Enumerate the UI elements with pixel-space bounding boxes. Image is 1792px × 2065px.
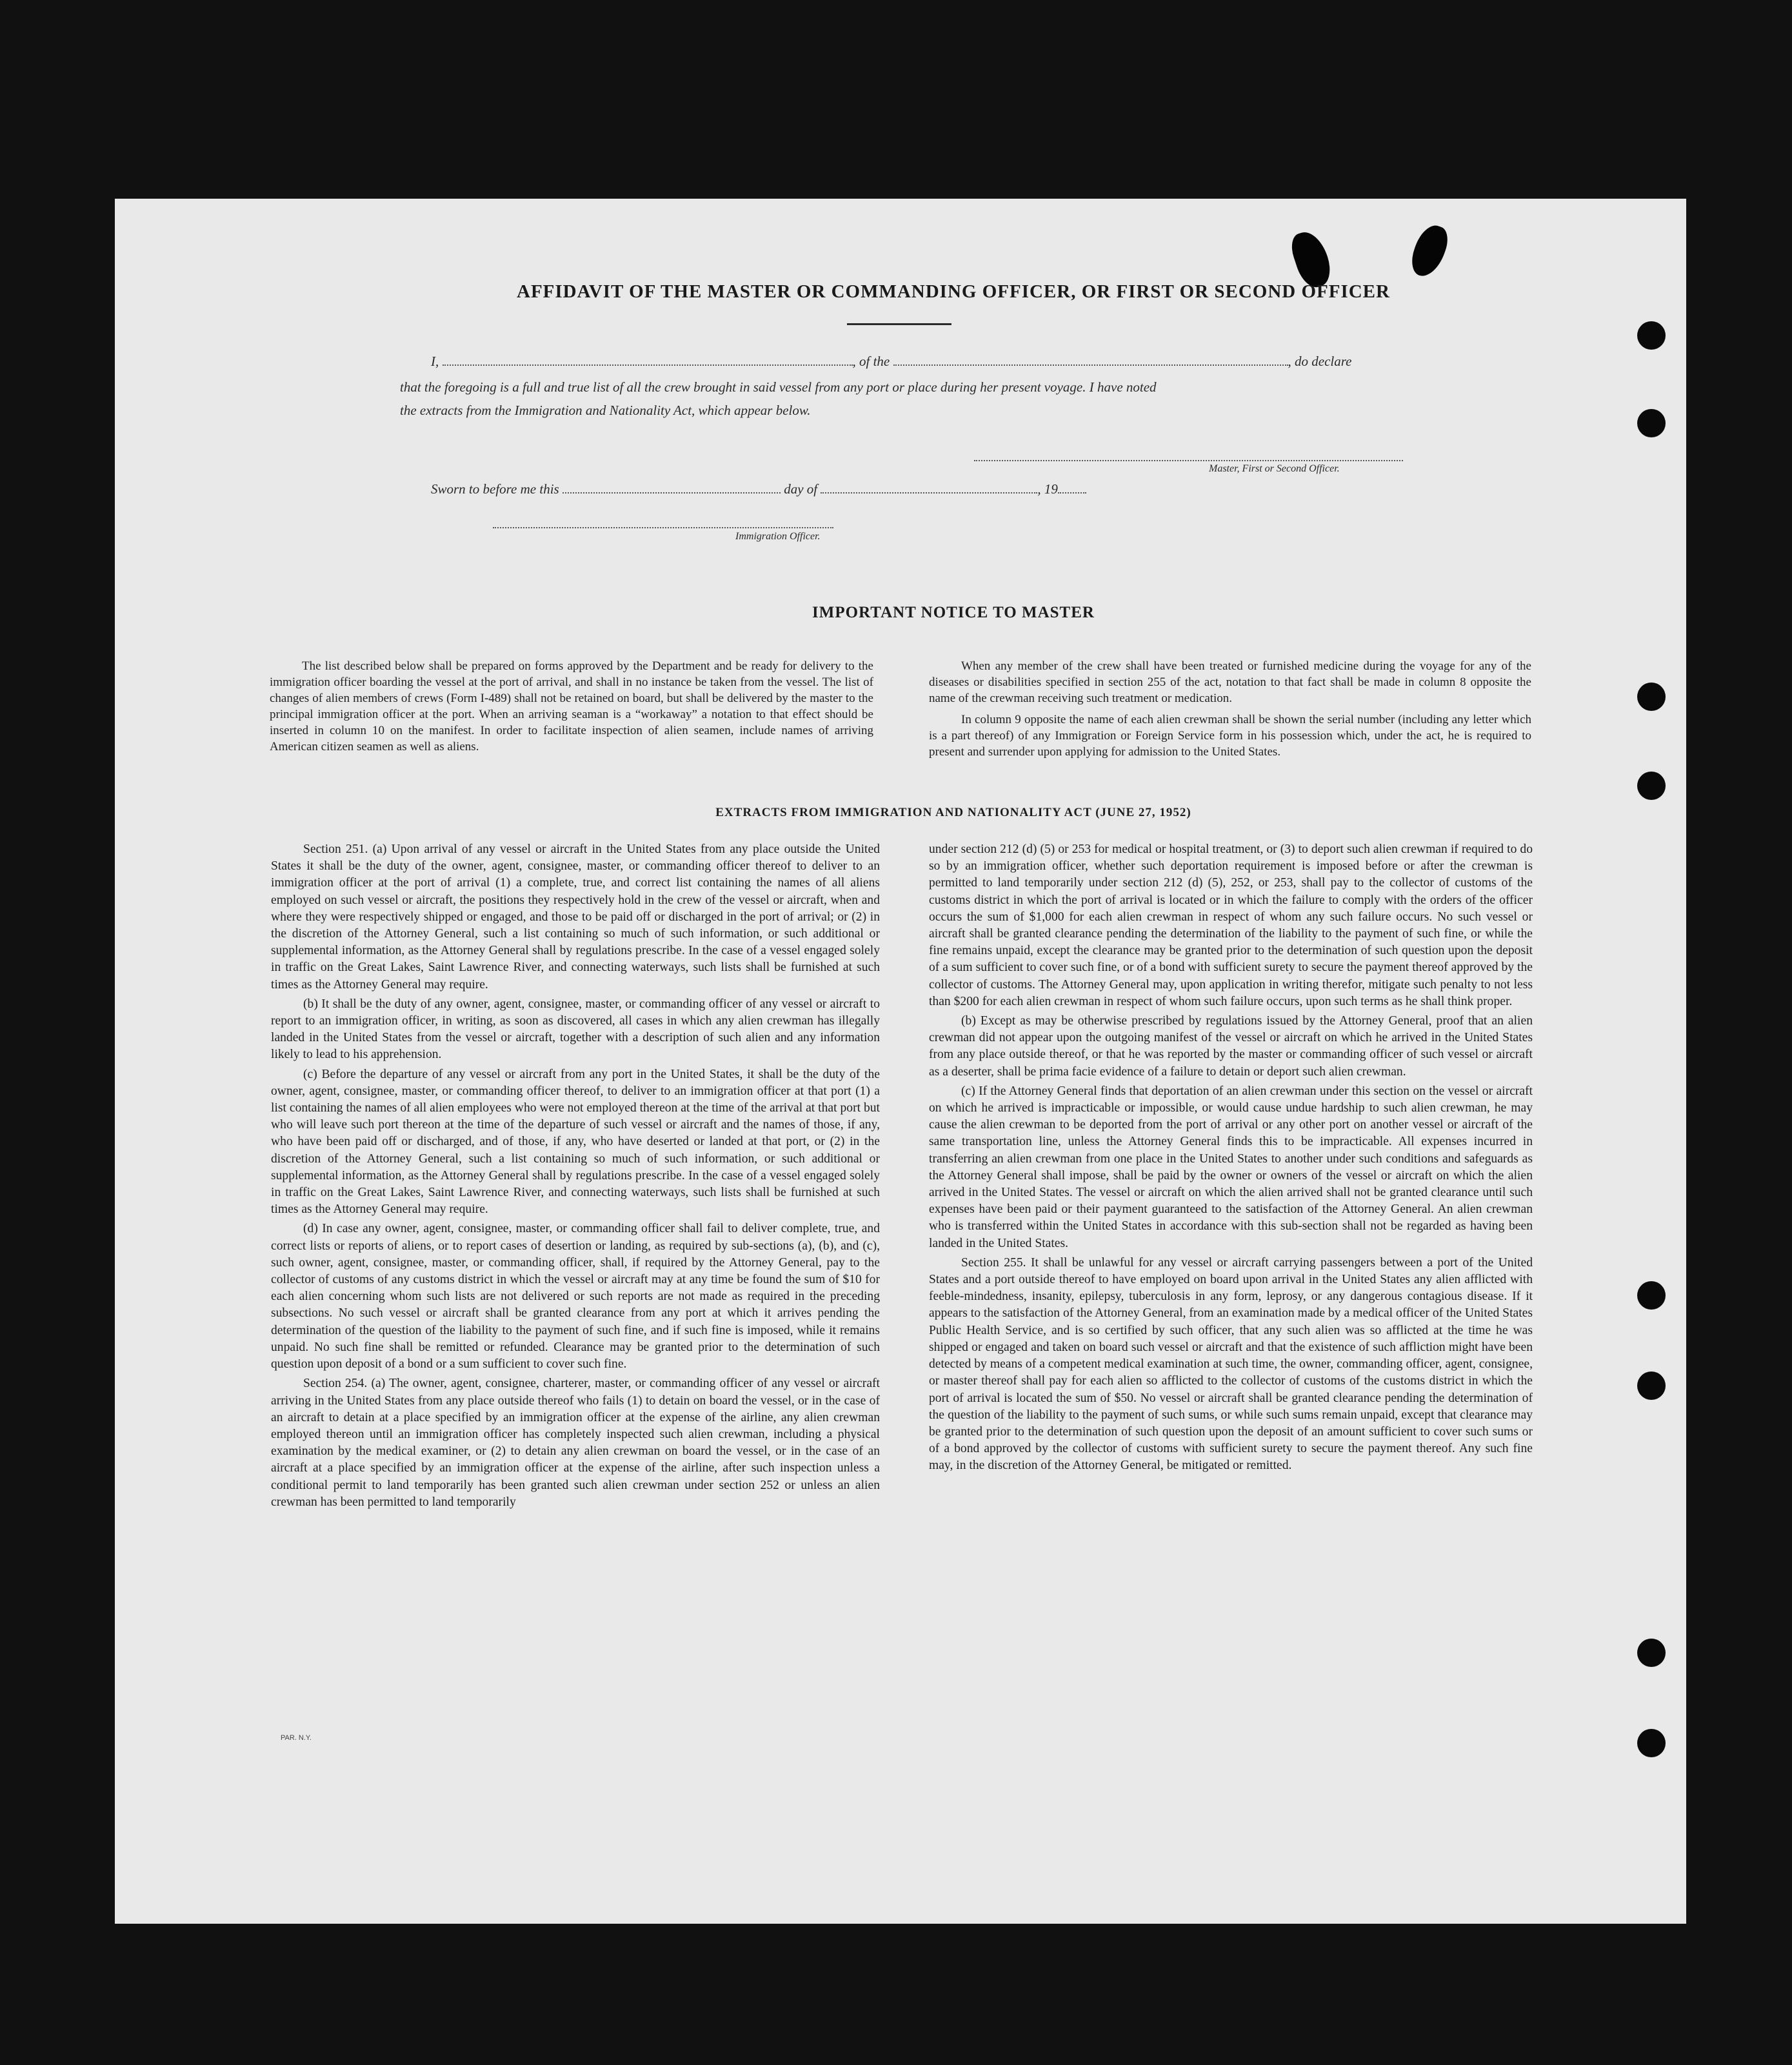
- punch-hole: [1637, 772, 1666, 800]
- notice-heading: IMPORTANT NOTICE TO MASTER: [812, 604, 1095, 621]
- notice-right-column: [929, 658, 1531, 765]
- printer-mark: PAR. N.Y.: [281, 1734, 312, 1742]
- document-page: [115, 199, 1686, 1924]
- extract-paragraph: Section 251. (a) Upon arrival of any vessel or aircraft in the United States from any place outside the United States it shall be the duty of the owner, agent, consignee, master, or commanding officer thereof to deliver to an immigration officer at the port of arrival (1) a complete, true, and correct list containing the names of all aliens employed on such vessel or aircraft, the positions they respectively hold in the crew of the vessel or aircraft, when and where they were respectively shipped or engaged, and those to be paid off or discharged in the port of arrival; or (2) in the discretion of the Attorney General, such a list containing so much of such information, or such additional or supplemental information, as the Attorney General shall by regulations prescribe. In the case of a vessel engaged solely in traffic on the Great Lakes, Saint Lawrence River, and connecting waterways, such lists shall be furnished at such times as the Attorney General may require.: [271, 843, 880, 992]
- punch-hole: [1637, 1639, 1666, 1667]
- extract-paragraph: (d) In case any owner, agent, consignee, master, or commanding officer shall fail to deliver complete, true, and correct lists or reports of aliens, or to report cases of desertion or landing, as required by sub-sections (a), (b), and (c), such owner, agent, consignee, master, or commanding officer, shall, if required by the Attorney General, pay to the collector of customs of any customs district in which the vessel or aircraft may at any time be found the sum of $10 for each alien concerning whom such lists are not delivered or such reports are not made as required in the preceding subsections. No such vessel or aircraft shall be granted clearance from any port at which it arrives pending the determination of the question of the liability to the payment of such fine, and if such fine is imposed, while it remains unpaid. No such fine shall be remitted or refunded. Clearance may be granted prior to the determination of such question upon deposit of a bond or a sum sufficient to cover such fine.: [271, 1222, 880, 1372]
- extract-paragraph: Section 254. (a) The owner, agent, consignee, charterer, master, or commanding officer of any vessel or aircraft arriving in the United States from any place outside thereof who fails (1) to detain on board the vessel, or in the case of an aircraft to detain at a place specified by an immigration officer at the expense of the airline, any alien crewman employed thereon until an immigration officer has completely inspected such alien crewman, including a physical examination by the medical examiner, or (2) to detain any alien crewman on board the vessel, or in the case of an aircraft at a place specified by an immigration officer at the expense of the airline, after such inspection unless a conditional permit to land temporarily has been granted such alien crewman under section 252 or unless an alien crewman has been permitted to land temporarily: [271, 1377, 880, 1509]
- name-field[interactable]: [443, 355, 853, 366]
- sworn-day-field[interactable]: [562, 483, 781, 494]
- notice-right-paragraph-1: When any member of the crew shall have been treated or furnished medicine during the voyage for any of the diseases or disabilities specified in section 255 of the act, notation to that fact shall be made in column 8 opposite the name of the crewman receiving such treatment or medication.: [929, 659, 1531, 705]
- extract-paragraph: (c) If the Attorney General finds that deportation of an alien crewman under this section on the vessel or aircraft on which he arrived is impracticable or impossible, or would cause undue hardship to such alien crewman, he may cause the alien crewman to be deported from the port of arrival or any other port on another vessel or aircraft of the same transportation line, unless the Attorney General finds this to be impracticable. All expenses incurred in transferring an alien crewman from one place in the United States to another under such conditions and safeguards as the Attorney General shall impose, shall be paid by the owner or owners of the vessel or aircraft on which the alien arrived in the United States. The vessel or aircraft on which the alien arrived shall not be granted clearance until such expenses have been paid or their payment guaranteed to the satisfaction of the Attorney General. An alien crewman who is transferred within the United States in accordance with this sub-section shall not be regarded as having been landed in the United States.: [929, 1084, 1533, 1250]
- declaration-do-declare-label: , do declare: [1288, 354, 1352, 369]
- sworn-month-field[interactable]: [821, 483, 1037, 494]
- punch-hole: [1637, 1372, 1666, 1400]
- declaration-of-the-label: , of the: [852, 354, 890, 369]
- sworn-line: [431, 481, 1086, 497]
- sworn-year-field[interactable]: [1058, 483, 1086, 494]
- extract-paragraph: (b) It shall be the duty of any owner, agent, consignee, master, or commanding officer of any vessel or aircraft to report to an immigration officer, in writing, as soon as discovered, all cases in which any alien crewman has illegally landed in the United States from the vessel or aircraft, together with a description of such alien and any information likely to lead to his apprehension.: [271, 997, 880, 1062]
- punch-hole: [1637, 409, 1666, 437]
- extract-paragraph: Section 255. It shall be unlawful for any vessel or aircraft carrying passengers between a port of the United States and a port outside thereof to have employed on board upon arrival in the United States any alien afflicted with feeble-mindedness, insanity, epilepsy, tuberculosis in any form, leprosy, or any dangerous contagious disease. If it appears to the satisfaction of the Attorney General, from an examination made by a medical officer of the United States Public Health Service, and is so certified by such officer, that any such alien was so afflicted at the time he was shipped or engaged and taken on board such vessel or aircraft and that the existence of such affliction might have been detected by means of a competent medical examination at such time, the owner, commanding officer, agent, consignee, or master thereof shall pay for each alien so afflicted to the collector of customs of the customs district in which the port of arrival is located the sum of $50. No vessel or aircraft shall be granted clearance pending the determination of the question of the liability to the payment of such sums, or while such sums remain unpaid, except that clearance may be granted prior to the determination of such question upon the deposit of an amount sufficient to cover such sums or of a bond approved by the collector of customs with sufficient surety to secure the payment thereof. Any such fine may, in the discretion of the Attorney General, be mitigated or remitted.: [929, 1255, 1533, 1473]
- extract-paragraph: (b) Except as may be otherwise prescribed by regulations issued by the Attorney General, proof that an alien crewman did not appear upon the outgoing manifest of the vessel or aircraft on which he arrived in the United States from any place outside thereof, or that he was reported by the master or commanding officer of such vessel or aircraft as a deserter, shall be prima facie evidence of a failure to detain or deport such alien crewman.: [929, 1014, 1533, 1079]
- officer-signature-line[interactable]: [493, 526, 833, 528]
- extract-paragraph: under section 212 (d) (5) or 253 for medical or hospital treatment, or (3) to deport such alien crewman if required to do so by an immigration officer, whether such deportation requirement is imposed before or after the crewman is permitted to land temporarily under section 212 (d) (5), 252, or 253, shall pay to the collector of customs of the customs district in which the port of arrival is located or in which the failure to comply with the orders of the officer occurs the sum of $1,000 for each alien crewman in respect of whom any such failure occurs. No such vessel or aircraft shall be granted clearance pending the determination of the liability to the payment of such fine, or while the fine remains unpaid, except the clearance may be granted prior to the determination of such question upon the deposit of a sum sufficient to cover such fine, or of a bond with sufficient surety to secure the payment thereof approved by the collector of customs. The Attorney General may, upon application in writing therefor, mitigate such penalty to not less than $200 for each alien crewman in respect of whom such failure occurs, upon such terms as he shall think proper.: [929, 843, 1533, 1008]
- declaration-line-1: [431, 354, 1351, 370]
- punch-hole: [1637, 683, 1666, 711]
- master-signature-line[interactable]: [974, 459, 1403, 461]
- extracts-heading: EXTRACTS FROM IMMIGRATION AND NATIONALITY ACT (JUNE 27, 1952): [715, 806, 1191, 819]
- punch-hole: [1637, 1729, 1666, 1757]
- day-of-label: day of: [784, 481, 818, 497]
- officer-caption: Immigration Officer.: [735, 531, 821, 542]
- year-label: , 19: [1037, 481, 1058, 497]
- extract-paragraph: (c) Before the departure of any vessel or aircraft from any port in the United States, it shall be the duty of the owner, agent, consignee, master, or commanding officer thereof, to deliver to an immigration officer at that port (1) a list containing the names of all alien employees who were not employed thereon at the time of the arrival at that port but who will leave such port thereon at the time of the departure of such vessel or aircraft and the names of those, if any, who have been paid off or discharged, and of those, if any, who have deserted or landed at that port, or (2) in the discretion of the Attorney General, such a list containing so much of such information, or such additional or supplemental information, as the Attorney General shall by regulations prescribe. In the case of a vessel engaged solely in traffic on the Great Lakes, Saint Lawrence River, and connecting waterways, such lists shall be furnished at such times as the Attorney General may require.: [271, 1067, 880, 1217]
- sworn-label: Sworn to before me this: [431, 481, 559, 497]
- ink-blot: [1406, 221, 1452, 281]
- declaration-i-label: I,: [431, 354, 439, 369]
- declaration-line-2: that the foregoing is a full and true list of all the crew brought in said vessel from any port or place during her present voyage. I have noted: [400, 379, 1157, 395]
- extracts-right-column: [929, 841, 1533, 1477]
- notice-right-paragraph-2: In column 9 opposite the name of each alien crewman shall be shown the serial number (including any letter which is a part thereof) of any Immigration or Foreign Service form in his possession which, under the act, he is required to present and surrender upon applying for admission to the United States.: [929, 713, 1531, 759]
- punch-hole: [1637, 1281, 1666, 1310]
- form-title: AFFIDAVIT OF THE MASTER OR COMMANDING OFFICER, OR FIRST OR SECOND OFFICER: [517, 281, 1390, 302]
- master-caption: Master, First or Second Officer.: [1209, 463, 1340, 474]
- declaration-line-3: the extracts from the Immigration and Nationality Act, which appear below.: [400, 403, 811, 418]
- title-rule: [847, 323, 951, 325]
- notice-left-paragraph: The list described below shall be prepared on forms approved by the Department and be ready for delivery to the immigration officer boarding the vessel at the port of arrival, and shall in no instance be taken from the vessel. The list of changes of alien members of crews (Form I-489) shall not be retained on board, but shall be delivered by the master to the principal immigration officer at the port. When an arriving seaman is a “workaway” a notation to that effect should be inserted in column 10 on the manifest. In order to facilitate inspection of alien seamen, include names of arriving American citizen seamen as well as aliens.: [270, 659, 873, 753]
- vessel-field[interactable]: [893, 355, 1288, 366]
- extracts-left-column: [271, 841, 880, 1513]
- punch-hole: [1637, 321, 1666, 350]
- notice-left-column: [270, 658, 873, 760]
